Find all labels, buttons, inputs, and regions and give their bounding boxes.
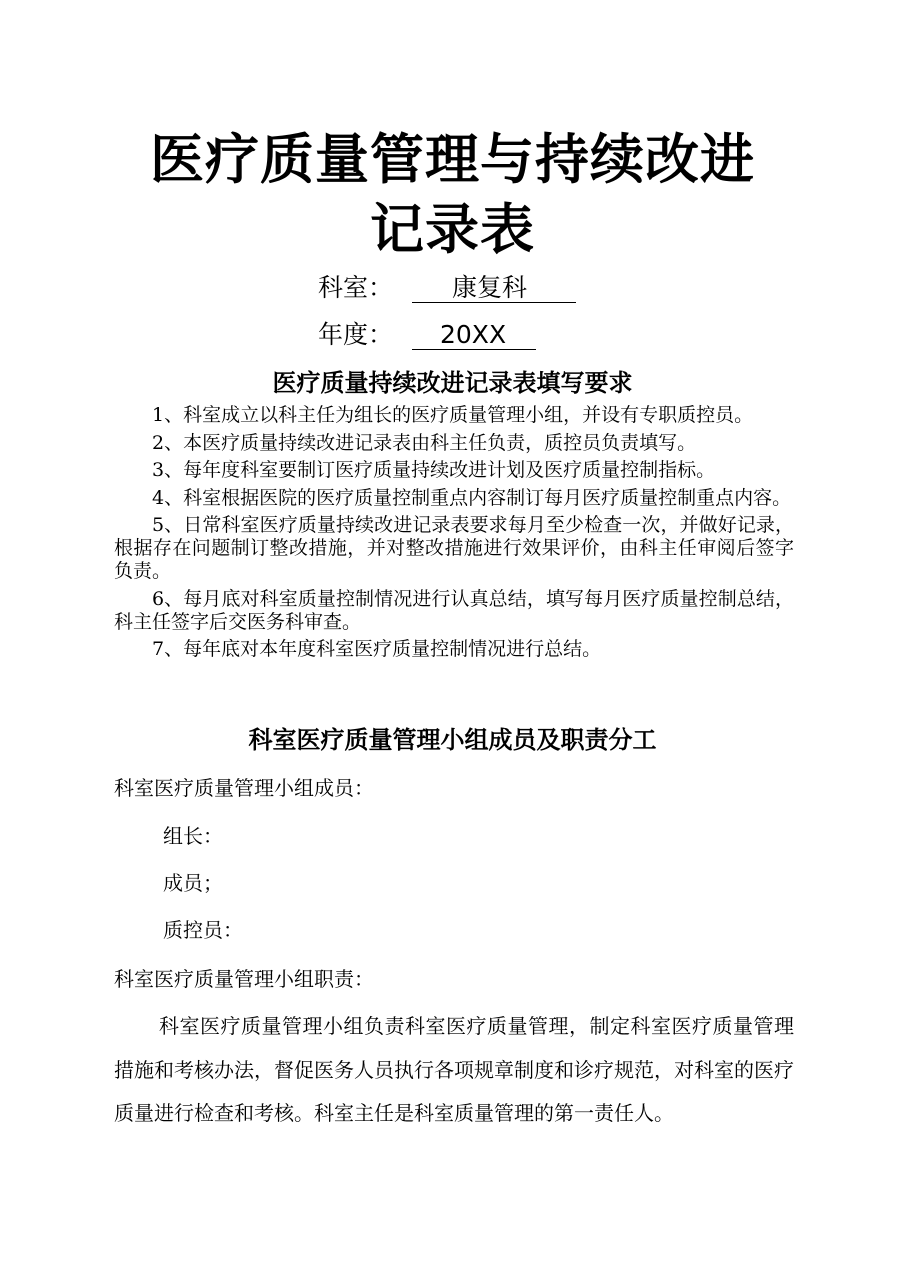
requirement-item: 5、日常科室医疗质量持续改进记录表要求每月至少检查一次，并做好记录，根据存在问题制订整改措施，并对整改措施进行效果评价，由科主任审阅后签字负责。: [114, 514, 794, 582]
document-title-line1: 医疗质量管理与持续改进: [150, 128, 755, 191]
members-label: 科室医疗质量管理小组成员：: [114, 776, 374, 800]
duty-label: 科室医疗质量管理小组职责：: [114, 967, 374, 991]
year-row: [318, 320, 536, 350]
department-label: 科室：: [318, 273, 394, 302]
department-value: 康复科: [412, 274, 576, 303]
requirement-item: 3、每年度科室要制订医疗质量持续改进计划及医疗质量控制指标。: [152, 459, 716, 481]
document-title-line2: 记录表: [370, 198, 535, 261]
leader-label: 组长：: [163, 824, 223, 848]
qc-label: 质控员：: [163, 918, 243, 942]
requirement-item: 6、每月底对科室质量控制情况进行认真总结，填写每月医疗质量控制总结，科主任签字后交医务科审查。: [114, 587, 794, 633]
requirements-list: [114, 404, 794, 666]
requirement-item: 2、本医疗质量持续改进记录表由科主任负责，质控员负责填写。: [152, 431, 697, 454]
department-row: [318, 273, 576, 303]
member-label: 成员；: [163, 871, 223, 895]
duty-paragraph: 科室医疗质量管理小组负责科室医疗质量管理，制定科室医疗质量管理措施和考核办法，督促医务人员执行各项规章制度和诊疗规范，对科室的医疗质量进行检查和考核。科室主任是科室质量管理的第一责任人。: [114, 1014, 794, 1125]
requirement-item: 1、科室成立以科主任为组长的医疗质量管理小组，并设有专职质控员。: [152, 404, 754, 426]
requirement-item: 7、每年底对本年度科室医疗质量控制情况进行总结。: [152, 638, 602, 660]
requirements-heading: 医疗质量持续改进记录表填写要求: [272, 369, 633, 397]
team-heading: 科室医疗质量管理小组成员及职责分工: [248, 726, 657, 754]
year-value: 20XX: [412, 321, 536, 350]
year-label: 年度：: [318, 320, 394, 349]
requirement-item: 4、科室根据医院的医疗质量控制重点内容制订每月医疗质量控制重点内容。: [152, 486, 792, 509]
